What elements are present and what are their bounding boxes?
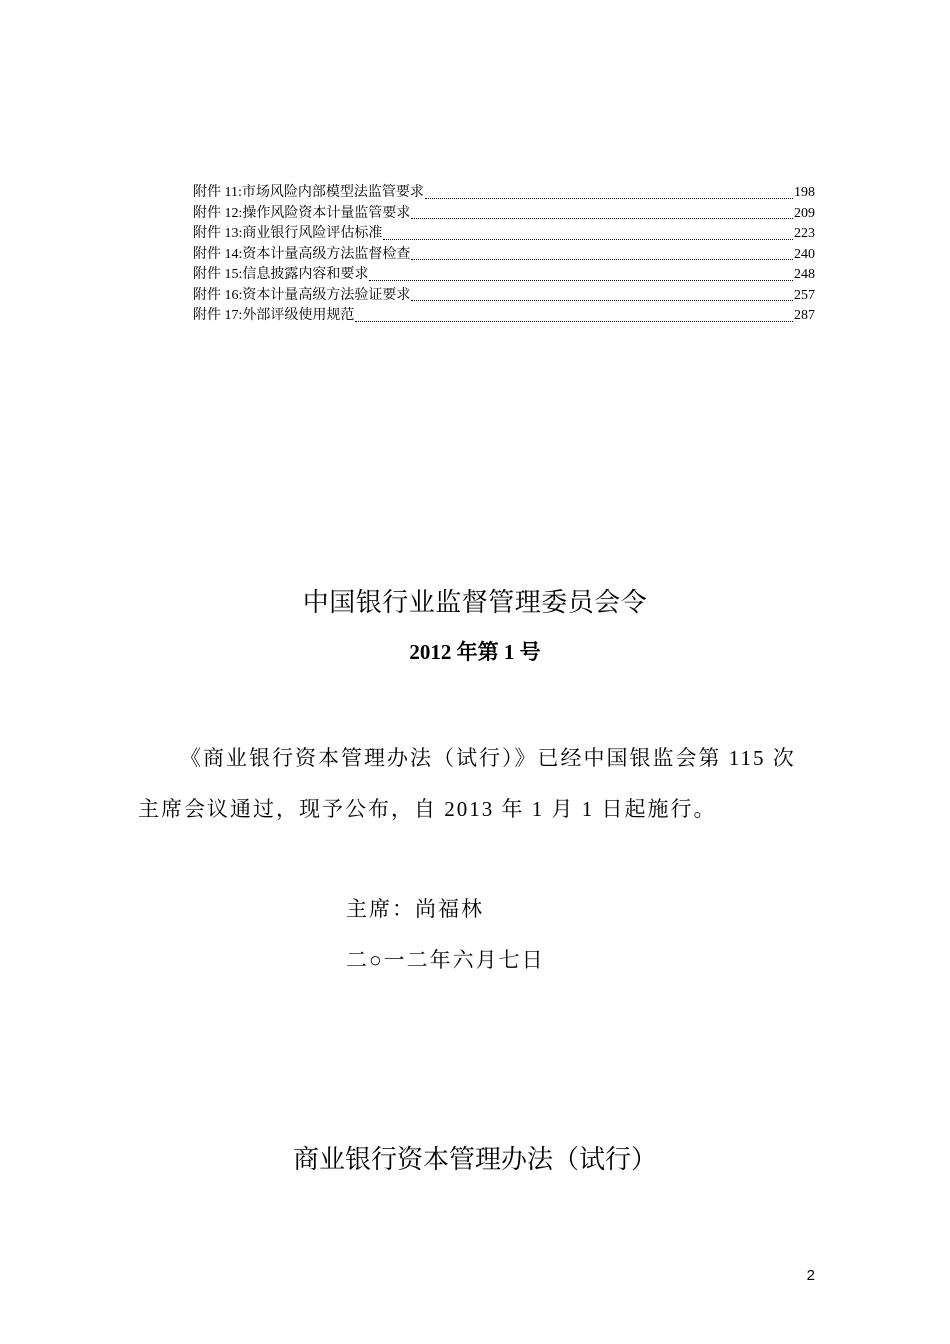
toc-leader-dots — [369, 280, 793, 281]
toc-entry-title: 资本计量高级方法验证要求 — [242, 287, 411, 303]
toc-entry-title: 商业银行风险评估标准 — [242, 226, 383, 241]
signature-date: 二○一二年六月七日 — [346, 948, 545, 972]
toc-leader-dots — [355, 321, 793, 322]
toc-entry-page: 223 — [794, 226, 815, 241]
toc-entry-page: 198 — [794, 185, 815, 200]
chairman-signature: 主席：尚福林 — [346, 897, 484, 921]
toc-entry[interactable] — [193, 224, 815, 245]
toc-entry[interactable] — [193, 306, 815, 327]
toc-entry-label: 附件 11: — [193, 185, 242, 200]
toc-leader-dots — [411, 259, 793, 260]
toc-entry-page: 257 — [794, 287, 815, 303]
toc-entry-page: 287 — [794, 308, 815, 323]
toc-leader-dots — [411, 300, 793, 301]
toc-entry[interactable] — [193, 204, 815, 225]
toc-leader-dots — [425, 198, 793, 199]
toc-entry-title: 市场风险内部模型法监管要求 — [241, 185, 424, 200]
toc-entry[interactable] — [193, 183, 815, 204]
announcement-text: 《商业银行资本管理办法（试行）》已经中国银监会第 115 次主席会议通过，现予公布，自 2013 年 1 月 1 日起施行。 — [138, 746, 796, 821]
signature-block — [346, 884, 545, 986]
announcement-paragraph — [138, 733, 808, 835]
toc-entry[interactable] — [193, 286, 815, 307]
order-title: 中国银行业监督管理委员会令 — [302, 588, 648, 618]
table-of-contents — [193, 183, 815, 327]
toc-entry-title: 操作风险资本计量监管要求 — [242, 205, 411, 221]
toc-entry-title: 外部评级使用规范 — [242, 308, 355, 323]
toc-entry-label: 附件 14: — [193, 246, 243, 262]
page-number: 2 — [806, 1267, 815, 1284]
toc-entry-page: 209 — [794, 205, 815, 221]
toc-leader-dots — [383, 239, 793, 240]
toc-entry[interactable] — [193, 265, 815, 286]
toc-entry[interactable] — [193, 245, 815, 266]
toc-entry-page: 248 — [794, 267, 815, 282]
toc-entry-label: 附件 17: — [193, 308, 243, 323]
document-title: 商业银行资本管理办法（试行） — [292, 1145, 657, 1175]
toc-entry-title: 资本计量高级方法监督检查 — [242, 246, 411, 262]
toc-entry-label: 附件 15: — [193, 267, 243, 282]
toc-entry-label: 附件 13: — [193, 226, 243, 241]
toc-entry-label: 附件 16: — [193, 287, 243, 303]
toc-entry-title: 信息披露内容和要求 — [242, 267, 369, 282]
toc-entry-label: 附件 12: — [193, 205, 243, 221]
toc-entry-page: 240 — [794, 246, 815, 262]
toc-leader-dots — [411, 218, 793, 219]
order-number: 2012 年第 1 号 — [409, 640, 541, 664]
